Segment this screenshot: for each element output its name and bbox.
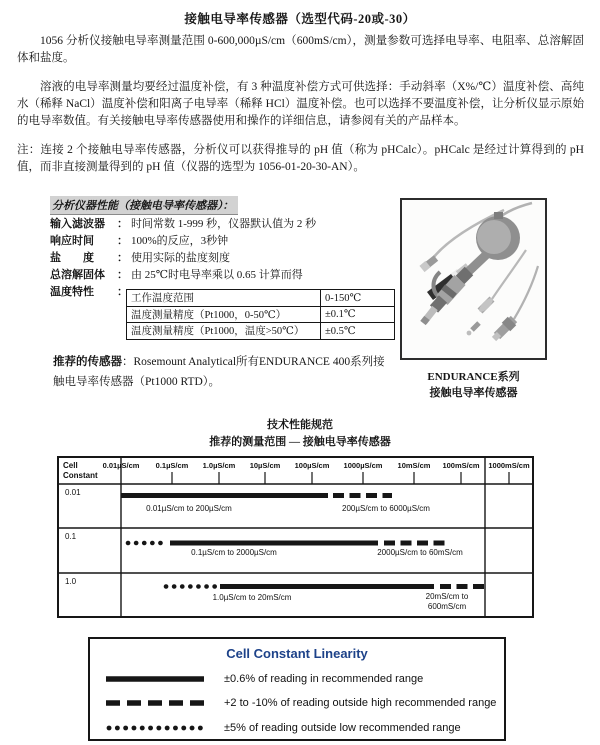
- paragraph-note-phcalc: 注：连接 2 个接触电导率传感器，分析仪可以获得推导的 pH 值（称为 pHCalc）。pHCalc 是经过计算得到的 pH 值，而非直接测量得到的 pH 值（仪器的选型为 1056-01-20-30-AN）。: [17, 144, 584, 173]
- sensor-photo-caption: [396, 369, 551, 401]
- range-label: 0.01µS/cm to 200µS/cm: [146, 504, 232, 513]
- axis-tick-label: 0.01µS/cm: [102, 461, 140, 470]
- spec-colon: ：: [117, 251, 128, 264]
- spec-colon: ：: [117, 269, 128, 282]
- chart-row-header: Cell Constant: [63, 461, 98, 480]
- spec-value: 时间常数 1-999 秒，仪器默认值为 2 秒: [131, 217, 317, 230]
- solid-line-swatch: [106, 676, 204, 682]
- recommended-sensor-text: ：Rosemount Analytical所有ENDURANCE 400系列接触电导率传感器（Pt1000 RTD）。: [53, 356, 385, 388]
- recommended-sensor-label: 推荐的传感器: [53, 356, 122, 368]
- table-row: [127, 290, 395, 307]
- paragraph-recommended-sensor: [53, 353, 393, 392]
- spec-section-header: 分析仪器性能（接触电导率传感器）：: [50, 196, 238, 215]
- chart-heading: [0, 417, 600, 450]
- cell-constant-value: 1.0: [65, 577, 77, 586]
- axis-tick-label: 10µS/cm: [249, 461, 281, 470]
- axis-tick-label: 1.0µS/cm: [202, 461, 236, 470]
- spec-row-input-filter: [50, 214, 395, 231]
- spec-row-tds: [50, 266, 395, 283]
- caption-line-1: ENDURANCE系列: [427, 371, 520, 383]
- paragraph-temp-compensation: 溶液的电导率测量均要经过温度补偿，有 3 种温度补偿方式可供选择：手动斜率（X%/℃）温度补偿、高纯水（稀释 NaCl）温度补偿和阳离子电导率（稀释 HCl）温度补偿。也可以选择不要温度补偿，让分析仪显示原始的电导率数值。有关接触电导率传感器使用和操作的详细信息，请参阅有关的产品样本。: [17, 81, 584, 127]
- sensor-photo-illustration: [402, 200, 545, 358]
- spec-label: 输入滤波器: [50, 217, 105, 230]
- legend-box: [88, 637, 506, 741]
- spec-colon: ：: [117, 234, 128, 247]
- axis-tick-label: 100mS/cm: [442, 461, 480, 470]
- chart-subtitle: 推荐的测量范围 — 接触电导率传感器: [209, 435, 391, 448]
- spec-label: 总溶解固体: [50, 269, 105, 282]
- legend-entry: ±0.6% of reading in recommended range: [224, 673, 424, 685]
- range-label: 0.1µS/cm to 2000µS/cm: [191, 548, 277, 557]
- table-cell-name: 温度测量精度（Pt1000，温度>50℃）: [127, 323, 321, 340]
- axis-tick-label: 10mS/cm: [397, 461, 431, 470]
- spec-value: 由 25℃时电导率乘以 0.65 计算而得: [131, 269, 303, 282]
- table-cell-value: ±0.5℃: [321, 323, 395, 340]
- table-cell-value: ±0.1℃: [321, 306, 395, 323]
- cell-constant-value: 0.1: [65, 532, 77, 541]
- range-label-line-1: 20mS/cm to: [425, 592, 469, 601]
- table-row: [127, 323, 395, 340]
- page-title: 接触电导率传感器（选型代码-20或-30）: [184, 12, 416, 26]
- spec-value: 使用实际的盐度刻度: [131, 251, 230, 264]
- range-label: 2000µS/cm to 60mS/cm: [377, 548, 463, 557]
- dotted-line-swatch: [106, 725, 204, 731]
- spec-value: 100%的反应，3秒钟: [131, 234, 229, 247]
- spec-colon: ：: [117, 286, 128, 299]
- legend-entry: ±5% of reading outside low recommended range: [224, 722, 461, 734]
- sensor-photo-frame: [400, 198, 547, 360]
- spec-row-salinity: [50, 248, 395, 265]
- dashed-line-swatch: [106, 700, 204, 706]
- spec-label: 响应时间: [50, 234, 94, 247]
- axis-tick-label: 1000mS/cm: [488, 461, 530, 470]
- range-label: [426, 592, 469, 611]
- paragraph-measure-range: 1056 分析仪接触电导率测量范围 0-600,000µS/cm（600mS/cm），测量参数可选择电导率、电阻率、总溶解固体和盐度。: [17, 35, 584, 64]
- table-row: [127, 306, 395, 323]
- range-label: 1.0µS/cm to 20mS/cm: [212, 593, 292, 602]
- legend-title: Cell Constant Linearity: [226, 646, 368, 661]
- caption-line-2: 接触电导率传感器: [429, 387, 518, 399]
- spec-label: 盐 度: [50, 251, 94, 264]
- spec-colon: ：: [117, 217, 128, 230]
- spec-label: 温度特性: [50, 286, 94, 299]
- axis-tick-label: 100µS/cm: [294, 461, 330, 470]
- range-label-line-2: 600mS/cm: [427, 601, 467, 611]
- temperature-spec-table: [126, 289, 395, 340]
- measurement-range-chart: [57, 456, 534, 618]
- table-cell-name: 工作温度范围: [127, 290, 321, 307]
- cell-constant-value: 0.01: [65, 488, 81, 497]
- table-cell-name: 温度测量精度（Pt1000，0-50℃）: [127, 306, 321, 323]
- spec-list: [50, 214, 395, 300]
- range-label: 200µS/cm to 6000µS/cm: [342, 504, 430, 513]
- axis-tick-label: 0.1µS/cm: [155, 461, 189, 470]
- chart-title: 技术性能规范: [267, 419, 333, 431]
- table-cell-value: 0-150℃: [321, 290, 395, 307]
- spec-row-response-time: [50, 231, 395, 248]
- legend-entry: +2 to -10% of reading outside high recommended range: [224, 697, 497, 709]
- axis-tick-label: 1000µS/cm: [343, 461, 383, 470]
